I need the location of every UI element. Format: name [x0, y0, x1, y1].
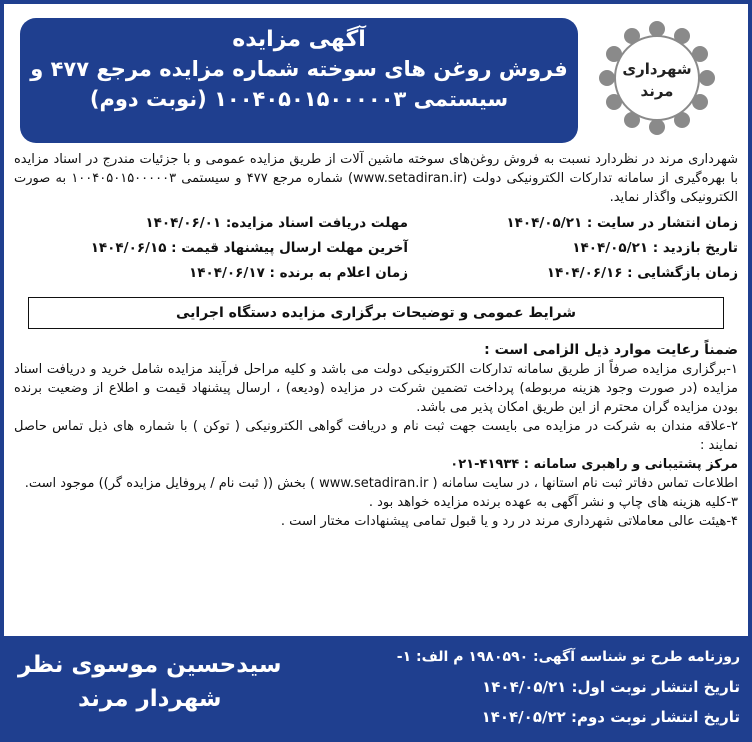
notice-body [14, 150, 738, 531]
condition-item-1: ۱-برگزاری مزایده صرفاً از طریق سامانه تدارکات الکترونیکی دولت می باشد و کلیه مراحل فرآیند مزایده شامل خرید و دریافت اسناد مزایده (در صورت وجود هزینه مربوطه) پرداخت تضمین شرکت در مزایده (ودیعه) ، ارسال پیشنهاد قیمت و اطلاع از وضعیت برنده بودن مزایده گران محترم از این طریق امکان پذیر می باشد. [14, 362, 738, 415]
visit-date: تاریخ بازدید : ۱۴۰۴/۰۵/۲۱ [572, 240, 738, 256]
condition-item-4: ۴-هیئت عالی معاملاتی شهرداری مرند در رد و یا قبول تمامی پیشنهادات مختار است . [280, 514, 738, 529]
opening-date: زمان بازگشایی : ۱۴۰۴/۰۶/۱۶ [546, 265, 738, 281]
condition-item-2: ۲-علاقه مندان به شرکت در مزایده می بایست جهت ثبت نام و دریافت گواهی الکترونیکی ( توکن ) با شماره های ذیل تماس حاصل نمایند : [14, 419, 738, 453]
published-date: زمان انتشار در سایت : ۱۴۰۴/۰۵/۲۱ [506, 215, 738, 231]
logo-text-bottom: مرند [640, 82, 674, 100]
notice-footer [4, 636, 748, 738]
support-center: مرکز پشتیبانی و راهبری سامانه : ۴۱۹۳۴-۰۲۱ [450, 457, 738, 472]
signer-name: سیدحسین موسوی نظر [18, 652, 282, 678]
intro-paragraph: شهرداری مرند در نظردارد نسبت به فروش روغن‌های سوخته ماشین آلات از طریق مزایده عمومی و با جزئیات مندرج در اسناد مزایده با بهره‌گیری از سامانه تدارکات الکترونیکی دولت (www.setadiran.ir) شماره مرجع ۴۷۷ و سیستمی ۱۰۰۴۰۵۰۱۵۰۰۰۰۰۳ به صورت الکترونیکی واگذار نماید. [14, 152, 738, 205]
bid-deadline: آخرین مهلت ارسال پیشنهاد قیمت : ۱۴۰۴/۰۶/۱۵ [90, 240, 408, 256]
signer-title: شهردار مرند [78, 686, 222, 712]
second-publish-date: تاریخ انتشار نوبت دوم: ۱۴۰۴/۰۵/۲۲ [481, 708, 740, 726]
notice-title: آگهی مزایده [232, 27, 366, 52]
conditions-title-box: شرایط عمومی و توضیحات برگزاری مزایده دستگاه اجرایی [28, 297, 724, 329]
newspaper-info: روزنامه طرح نو شناسه آگهی: ۱۹۸۰۵۹۰ م الف: ۱- [396, 649, 740, 665]
municipality-logo [592, 20, 722, 135]
logo-text-top: شهرداری [622, 60, 692, 78]
dates-block [14, 211, 738, 293]
notes-heading: ضمناً رعایت موارد ذیل الزامی است : [484, 342, 738, 358]
condition-item-3: ۳-کلیه هزینه های چاپ و نشر آگهی به عهده برنده مزایده خواهد بود . [368, 495, 738, 510]
notice-header [20, 18, 578, 143]
first-publish-date: تاریخ انتشار نوبت اول: ۱۴۰۴/۰۵/۲۱ [482, 678, 740, 696]
winner-announcement-date: زمان اعلام به برنده : ۱۴۰۴/۰۶/۱۷ [189, 265, 408, 281]
notice-subtitle: فروش روغن های سوخته شماره مزایده مرجع ۴۷۷ و [30, 57, 568, 81]
documents-deadline: مهلت دریافت اسناد مزایده: ۱۴۰۴/۰۶/۰۱ [145, 215, 408, 231]
registration-info: اطلاعات تماس دفاتر ثبت نام استانها ، در سایت سامانه ( www.setadiran.ir ) بخش (( ثبت نام / پروفایل مزایده گر)) موجود است. [24, 476, 738, 491]
notice-subtitle-2: سیستمی ۱۰۰۴۰۵۰۱۵۰۰۰۰۰۳ (نوبت دوم) [89, 87, 509, 111]
